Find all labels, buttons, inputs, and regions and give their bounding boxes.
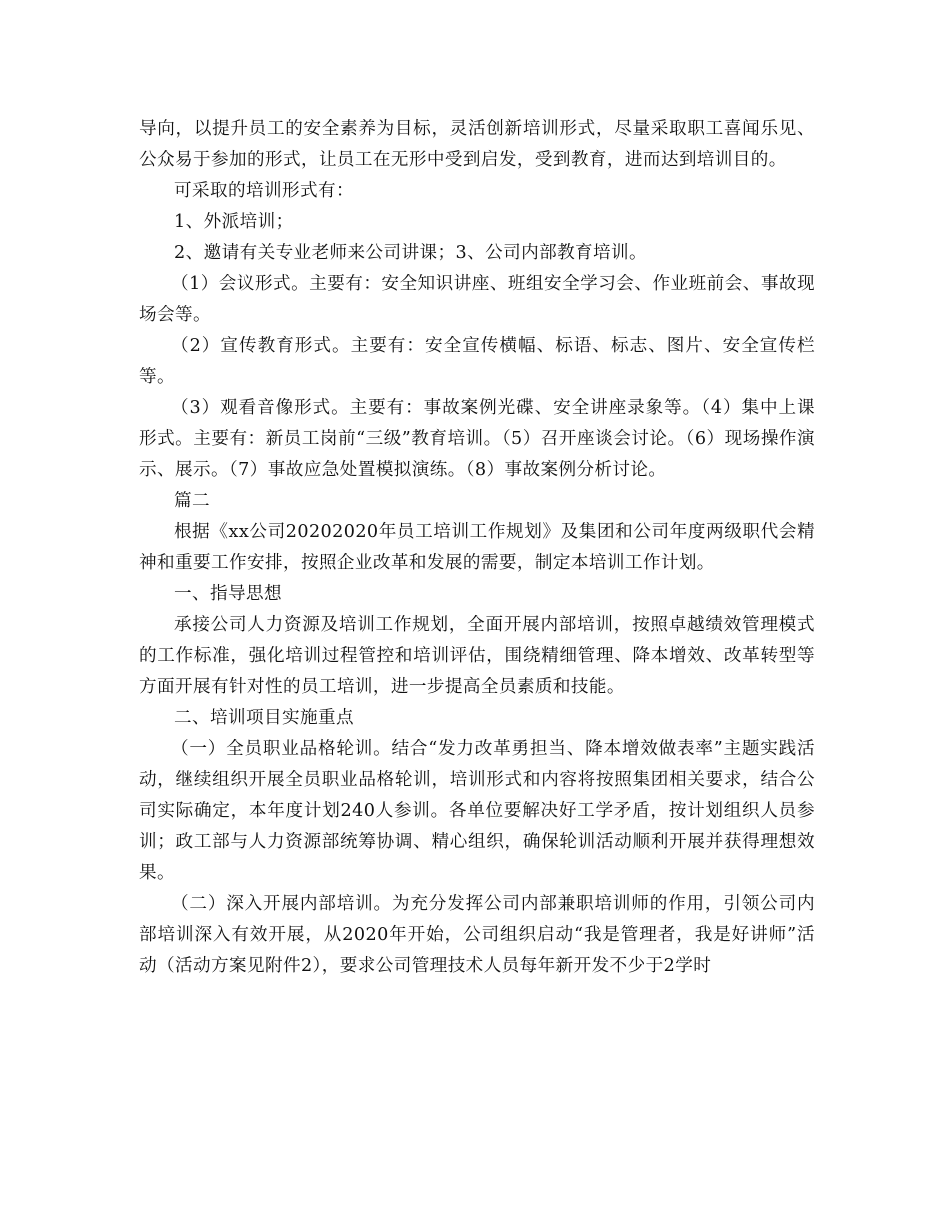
- paragraph-1: 导向，以提升员工的安全素养为目标，灵活创新培训形式，尽量采取职工喜闻乐见、公众易于参加的形式，让员工在无形中受到启发，受到教育，进而达到培训目的。: [139, 119, 815, 170]
- heading-guiding-ideology: 一、指导思想: [174, 584, 282, 604]
- heading-training-priorities: 二、培训项目实施重点: [174, 708, 354, 728]
- paragraph-9: 根据《xx公司20202020年员工培训工作规划》及集团和公司年度两级职代会精神和重要工作安排，按照企业改革和发展的需要，制定本培训工作计划。: [139, 522, 815, 573]
- paragraph-4: 2、邀请有关专业老师来公司讲课；3、公司内部教育培训。: [174, 243, 648, 263]
- paragraph-7: （3）观看音像形式。主要有：事故案例光碟、安全讲座录象等。（4）集中上课形式。主要有：新员工岗前“三级”教育培训。（5）召开座谈会讨论。（6）现场操作演示、展示。（7）事故应急处置模拟演练。（8）事故案例分析讨论。: [139, 398, 815, 480]
- paragraph-14: （二）深入开展内部培训。为充分发挥公司内部兼职培训师的作用，引领公司内部培训深入有效开展，从2020年开始，公司组织启动“我是管理者，我是好讲师”活动（活动方案见附件2），要求公司管理技术人员每年新开发不少于2学时: [139, 894, 815, 976]
- document-body: [139, 114, 815, 982]
- paragraph-6: （2）宣传教育形式。主要有：安全宣传横幅、标语、标志、图片、安全宣传栏等。: [139, 336, 815, 387]
- paragraph-11: 承接公司人力资源及培训工作规划，全面开展内部培训，按照卓越绩效管理模式的工作标准，强化培训过程管控和培训评估，围绕精细管理、降本增效、改革转型等方面开展有针对性的员工培训，进一步提高全员素质和技能。: [139, 615, 815, 697]
- section-heading-part-two: 篇二: [174, 491, 210, 511]
- paragraph-13: （一）全员职业品格轮训。结合“发力改革勇担当、降本增效做表率”主题实践活动，继续组织开展全员职业品格轮训，培训形式和内容将按照集团相关要求，结合公司实际确定，本年度计划240人参训。各单位要解决好工学矛盾，按计划组织人员参训；政工部与人力资源部统筹协调、精心组织，确保轮训活动顺利开展并获得理想效果。: [139, 739, 815, 883]
- paragraph-5: （1）会议形式。主要有：安全知识讲座、班组安全学习会、作业班前会、事故现场会等。: [139, 274, 815, 325]
- paragraph-3: 1、外派培训；: [174, 212, 294, 232]
- paragraph-2: 可采取的培训形式有：: [174, 181, 354, 201]
